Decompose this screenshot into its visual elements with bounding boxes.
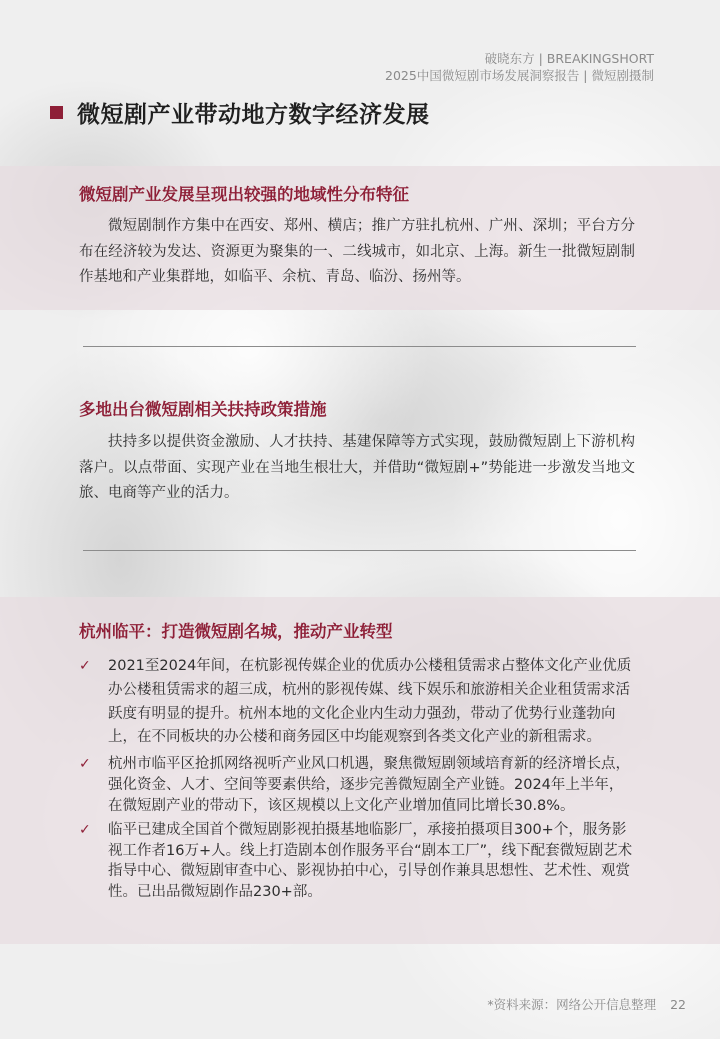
divider-2 bbox=[83, 550, 636, 551]
list-item bbox=[79, 820, 635, 902]
bullet-list bbox=[79, 655, 635, 902]
check-icon: ✓ bbox=[79, 822, 91, 839]
section-heading-1: 微短剧产业发展呈现出较强的地域性分布特征 bbox=[79, 185, 409, 204]
section-body-2: 扶持多以提供资金激励、人才扶持、基建保障等方式实现，鼓励微短剧上下游机构落户。以点带面、实现产业在当地生根壮大，并借助“微短剧+”势能进一步激发当地文旅、电商等产业的活力。 bbox=[79, 434, 635, 501]
list-item-text: 杭州市临平区抢抓网络视听产业风口机遇，聚焦微短剧领域培育新的经济增长点，强化资金、人才、空间等要素供给，逐步完善微短剧全产业链。2024年上半年，在微短剧产业的带动下，该区规模以上文化产业增加值同比增长30.8%。 bbox=[108, 756, 630, 815]
section-heading-2: 多地出台微短剧相关扶持政策措施 bbox=[79, 400, 327, 419]
list-item-text: 2021至2024年间，在杭影视传媒企业的优质办公楼租赁需求占整体文化产业优质办公楼租赁需求的超三成，杭州的影视传媒、线下娱乐和旅游相关企业租赁需求活跃度有明显的提升。杭州本地的文化企业内生动力强劲，带动了优势行业蓬勃向上，在不同板块的办公楼和商务园区中均能观察到各类文化产业的新租需求。 bbox=[108, 658, 632, 746]
check-icon: ✓ bbox=[79, 756, 91, 773]
check-icon: ✓ bbox=[79, 658, 91, 674]
report-line: 2025中国微短剧市场发展洞察报告 | 微短剧摄制 bbox=[385, 68, 654, 83]
page-title bbox=[50, 96, 430, 129]
footer bbox=[487, 995, 686, 1013]
header-brand bbox=[385, 50, 654, 84]
source-note: *资料来源：网络公开信息整理 bbox=[487, 997, 657, 1012]
title-marker-icon bbox=[50, 106, 63, 119]
divider-1 bbox=[83, 346, 636, 347]
list-item bbox=[79, 754, 635, 817]
brand-line: 破晓东方 | BREAKINGSHORT bbox=[484, 51, 654, 66]
section-heading-3: 杭州临平：打造微短剧名城，推动产业转型 bbox=[79, 622, 393, 641]
list-item bbox=[79, 655, 635, 750]
list-item-text: 临平已建成全国首个微短剧影视拍摄基地临影厂，承接拍摄项目300+个，服务影视工作者16万+人。线上打造剧本创作服务平台“剧本工厂”，线下配套微短剧艺术指导中心、微短剧审查中心、影视协拍中心，引导创作兼具思想性、艺术性、观赏性。已出品微短剧作品230+部。 bbox=[108, 822, 633, 900]
page-title-text: 微短剧产业带动地方数字经济发展 bbox=[77, 102, 430, 128]
section-body-1: 微短剧制作方集中在西安、郑州、横店；推广方驻扎杭州、广州、深圳；平台方分布在经济较为发达、资源更为聚集的一、二线城市，如北京、上海。新生一批微短剧制作基地和产业集群地，如临平、余杭、青岛、临汾、扬州等。 bbox=[79, 218, 635, 285]
page-number: 22 bbox=[670, 997, 686, 1012]
